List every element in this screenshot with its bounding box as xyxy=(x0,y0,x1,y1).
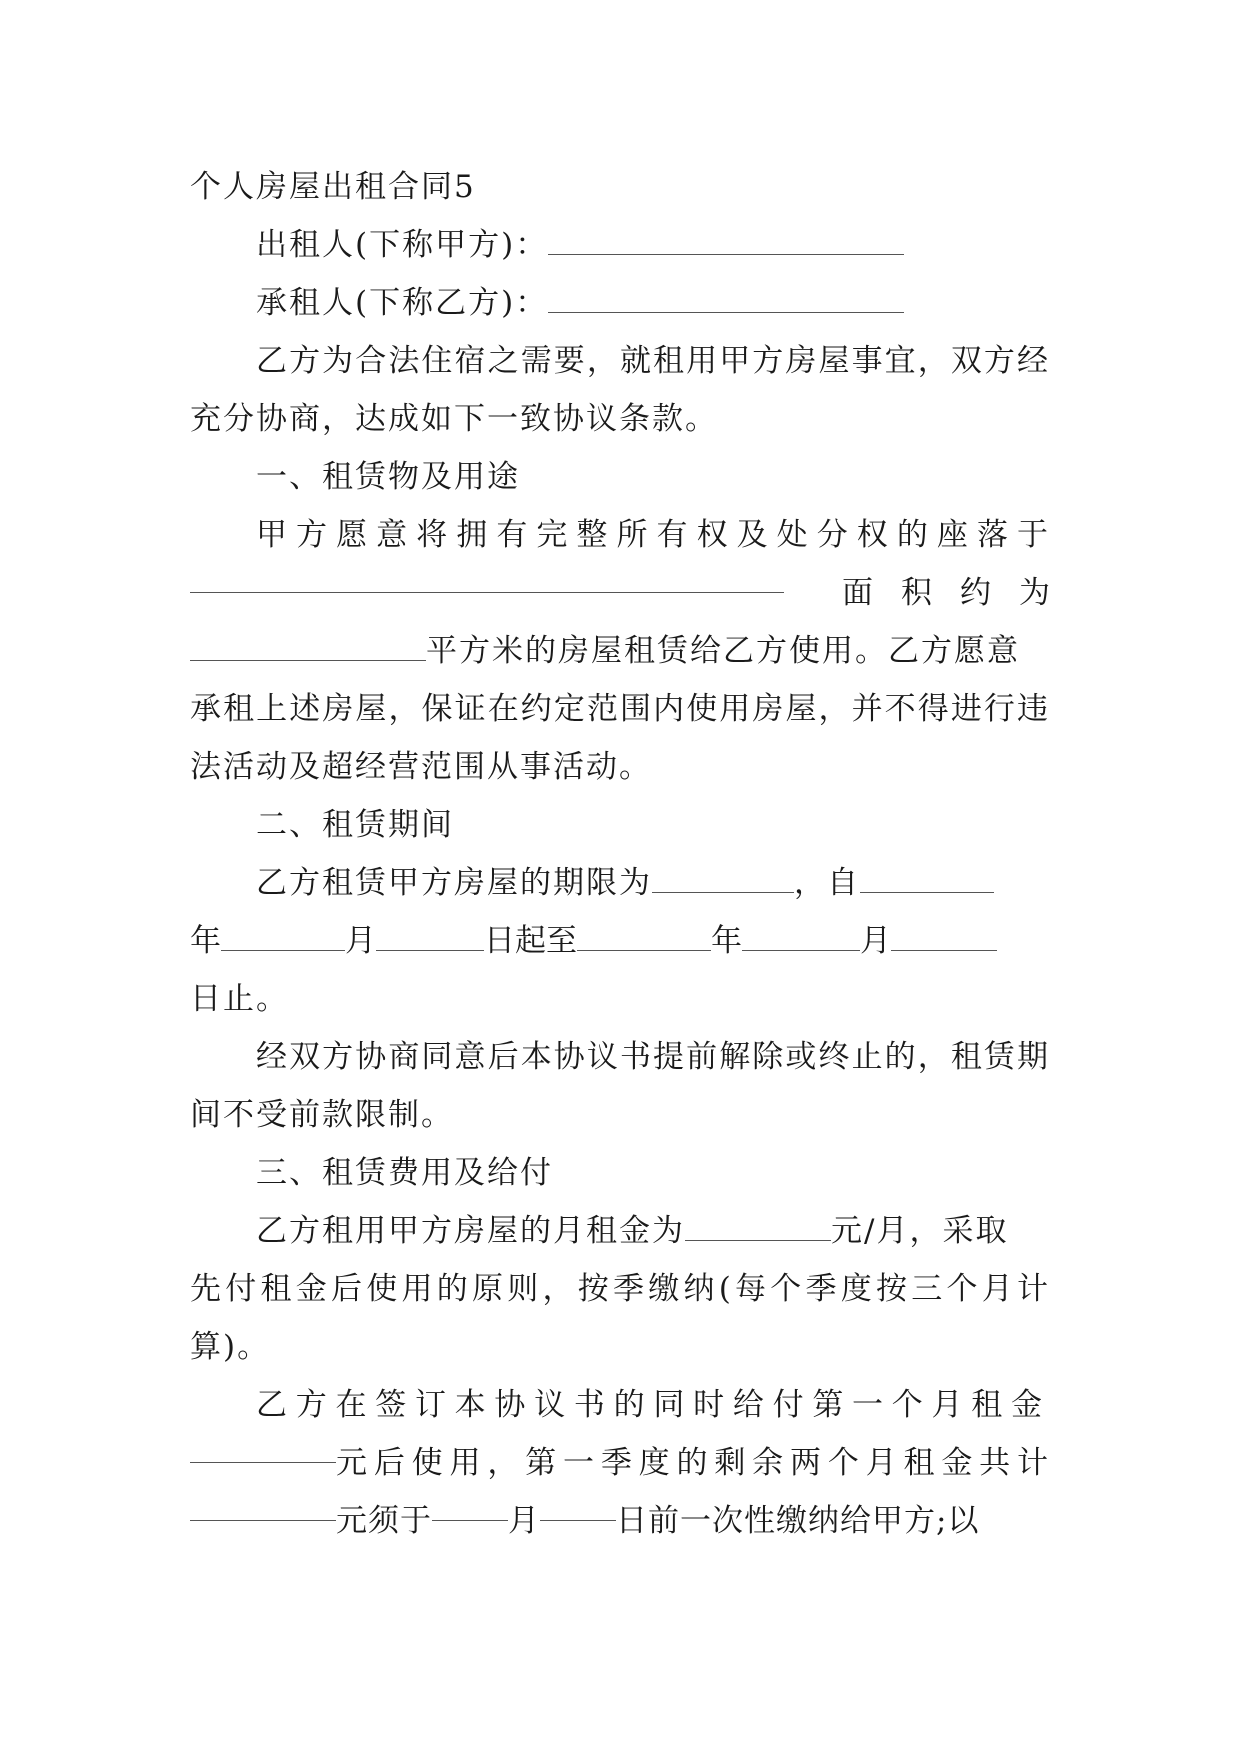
section1-line-2 xyxy=(190,564,1078,622)
lessee-name-blank xyxy=(548,284,904,313)
section1-line-5: 法活动及超经营范围从事活动。 xyxy=(190,749,652,785)
first-rent-blank xyxy=(190,1434,336,1463)
first-rent-text: 元后使用，第一季度的剩余两个月租金共计 xyxy=(336,1445,1050,1481)
term-label: 乙方租赁甲方房屋的期限为 xyxy=(256,865,652,901)
intro-line-1: 乙方为合法住宿之需要，就租用甲方房屋事宜，双方经 xyxy=(256,343,1050,379)
section3-line-3: 算)。 xyxy=(190,1329,271,1365)
property-location-blank xyxy=(190,564,784,593)
area-unit-text: 平方米的房屋租赁给乙方使用。乙方愿意 xyxy=(426,633,1020,669)
end-month-blank xyxy=(742,922,860,951)
remaining-rent-blank xyxy=(190,1492,336,1521)
rent-label: 乙方租用甲方房屋的月租金为 xyxy=(256,1213,685,1249)
lessor-name-blank xyxy=(548,226,904,255)
end-day-blank xyxy=(891,922,997,951)
section2-heading: 二、租赁期间 xyxy=(256,807,454,843)
year-label-2: 年 xyxy=(711,923,742,959)
start-day-blank xyxy=(376,922,484,951)
section2-line-1 xyxy=(190,854,1050,912)
intro-line-2: 充分协商，达成如下一致协议条款。 xyxy=(190,401,718,437)
month-label-2: 月 xyxy=(860,923,891,959)
section1-heading: 一、租赁物及用途 xyxy=(256,459,520,495)
section1-line-3 xyxy=(190,622,1050,680)
section3-para2-line-1: 乙方在签订本协议书的同时给付第一个月租金 xyxy=(256,1387,1050,1423)
due-label: 元须于 xyxy=(336,1503,432,1539)
monthly-rent-blank xyxy=(685,1212,831,1241)
lessee-label: 承租人(下称乙方)： xyxy=(256,285,549,321)
lessee-line xyxy=(190,274,1050,332)
section2-line-2 xyxy=(190,912,1050,970)
due-month-blank xyxy=(432,1492,508,1521)
section3-heading: 三、租赁费用及给付 xyxy=(256,1155,553,1191)
year-label: 年 xyxy=(190,923,221,959)
section2-para2-line-2: 间不受前款限制。 xyxy=(190,1097,454,1133)
start-year-blank xyxy=(860,864,994,893)
section2-para2-line-1: 经双方协商同意后本协议书提前解除或终止的，租赁期 xyxy=(256,1039,1050,1075)
section3-para2-line-3 xyxy=(190,1492,1050,1550)
lessor-label: 出租人(下称甲方)： xyxy=(256,227,549,263)
section1-line-4: 承租上述房屋，保证在约定范围内使用房屋，并不得进行违 xyxy=(190,691,1050,727)
from-label: ，自 xyxy=(794,865,860,901)
until-label: 日起至 xyxy=(484,923,577,959)
due-day-text: 日前一次性缴纳给甲方;以 xyxy=(616,1503,980,1539)
section2-line-3: 日止。 xyxy=(190,981,289,1017)
due-month-label: 月 xyxy=(508,1503,540,1539)
section3-para2-line-2 xyxy=(190,1434,1050,1492)
end-year-blank xyxy=(577,922,711,951)
section1-line-1: 甲方愿意将拥有完整所有权及处分权的座落于 xyxy=(256,517,1050,553)
contract-page xyxy=(190,158,1078,1550)
area-blank xyxy=(190,632,426,661)
area-label: 面积约为 xyxy=(842,575,1078,611)
start-month-blank xyxy=(221,922,345,951)
month-label: 月 xyxy=(345,923,376,959)
document-title: 个人房屋出租合同5 xyxy=(190,169,476,205)
section3-line-2: 先付租金后使用的原则，按季缴纳(每个季度按三个月计 xyxy=(190,1271,1050,1307)
due-day-blank xyxy=(540,1492,616,1521)
lessor-line xyxy=(190,216,1050,274)
rent-unit-text: 元/月，采取 xyxy=(831,1213,1009,1249)
section3-line-1 xyxy=(190,1202,1050,1260)
term-blank xyxy=(652,864,794,893)
